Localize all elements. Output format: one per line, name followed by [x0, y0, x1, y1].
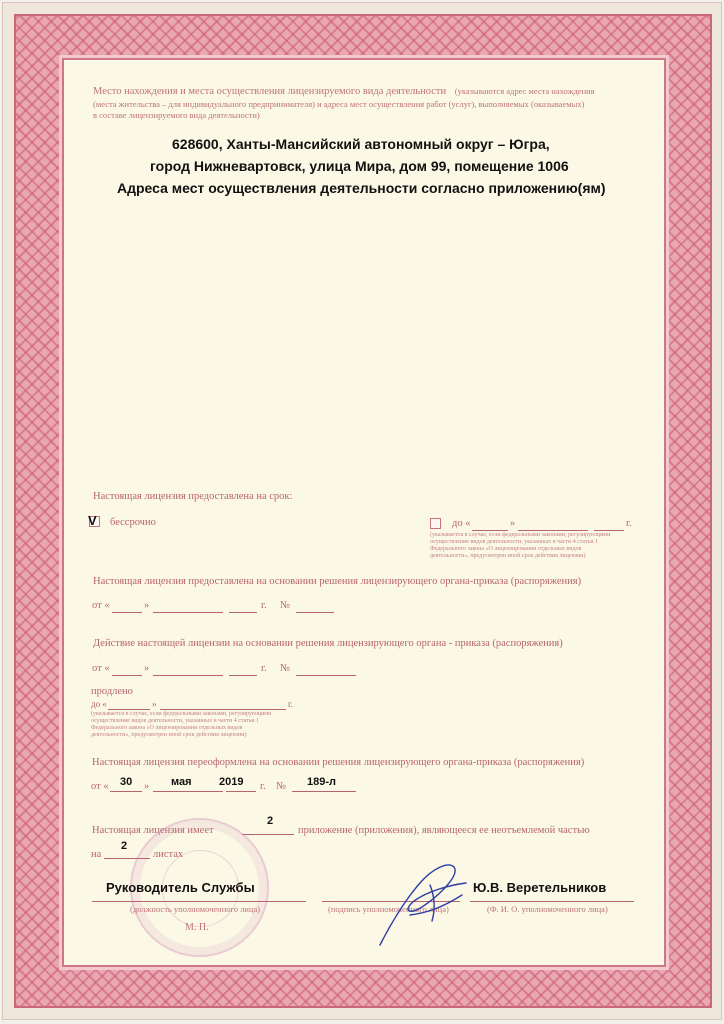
extension-month-line	[153, 675, 223, 676]
reissue-month: мая	[171, 776, 192, 788]
term-note-2: осуществление видов деятельности, указанных в части 4 статьи 1	[430, 539, 599, 545]
header-line2: (места жительства – для индивидуального предпринимателя) и адреса мест осуществления работ (услуг), выполняемых (оказываемых)	[93, 99, 585, 109]
extension-quote-close: »	[144, 663, 150, 674]
appendix-text-2: приложение (приложения), являющееся ее неотъемлемой частью	[298, 825, 590, 836]
basis-number-sign: №	[280, 600, 291, 611]
prolonged-note-4: деятельности», предусмотрен иной срок действия лицензии)	[91, 732, 247, 738]
term-year-line	[594, 530, 624, 531]
extension-number-sign: №	[280, 663, 291, 674]
reissue-number-line	[292, 791, 356, 792]
term-until-label: до «	[452, 518, 471, 529]
handwritten-signature	[370, 855, 480, 950]
term-note-4: деятельности», предусмотрен иной срок действия лицензии)	[430, 553, 586, 559]
indefinite-label: бессрочно	[110, 517, 156, 528]
extension-year-line	[229, 675, 257, 676]
basis-number-line	[296, 612, 334, 613]
term-year-suffix: г.	[626, 518, 632, 529]
reissue-quote-close: »	[144, 781, 150, 792]
basis-quote-close: »	[144, 600, 150, 611]
appendix-on: на	[91, 849, 102, 860]
prolonged-note-1: (указывается в случае, если федеральными законами, регулирующими	[91, 711, 272, 717]
prolonged-label: продлено	[91, 686, 133, 697]
reissue-from: от «	[91, 781, 109, 792]
extension-label: Действие настоящей лицензии на основании решения лицензирующего органа - приказа (распоряжения)	[93, 638, 563, 649]
prolonged-until: до «	[91, 699, 107, 709]
indefinite-check-mark: V	[88, 513, 97, 528]
signature-caption: (подпись уполномоченного лица)	[328, 904, 449, 914]
name-caption: (Ф. И. О. уполномоченного лица)	[487, 904, 608, 914]
signatory-name: Ю.В. Веретельников	[473, 880, 607, 895]
reissue-day: 30	[120, 776, 133, 788]
signatory-position: Руководитель Службы	[106, 880, 255, 895]
appendix-sheets: 2	[121, 840, 128, 852]
header-line1-main: Место нахождения и места осуществления лицензируемого вида деятельности	[93, 86, 447, 97]
basis-day-line	[112, 612, 142, 613]
name-line	[470, 901, 634, 902]
reissue-label: Настоящая лицензия переоформлена на основании решения лицензирующего органа-приказа (распоряжения)	[92, 757, 585, 768]
header-line1-note: (указываются адрес места нахождения	[454, 86, 595, 96]
appendix-sheets-label: листах	[153, 849, 184, 860]
reissue-year-suffix: г.	[260, 781, 266, 792]
position-line	[92, 901, 306, 902]
header-line3: в составе лицензируемого вида деятельности)	[93, 110, 260, 120]
header-line1	[93, 86, 595, 97]
extension-day-line	[112, 675, 142, 676]
basis-from: от «	[92, 600, 110, 611]
term-month-line	[518, 530, 588, 531]
prolonged-year-suffix: г.	[288, 699, 293, 709]
term-note-1: (указывается в случае, если федеральными законами, регулирующими	[430, 532, 611, 538]
address-line1: 628600, Ханты-Мансийский автономный округ – Югра,	[172, 136, 550, 152]
until-checkbox[interactable]	[430, 518, 441, 529]
reissue-day-line	[110, 791, 142, 792]
reissue-month-line	[153, 791, 223, 792]
reissue-year-line	[226, 791, 256, 792]
prolonged-month-line	[160, 709, 286, 710]
basis-label: Настоящая лицензия предоставлена на основании решения лицензирующего органа-приказа (распоряжения)	[93, 576, 582, 587]
prolonged-note-2: осуществление видов деятельности, указанных в части 4 статьи 1	[91, 718, 260, 724]
appendix-text-1: Настоящая лицензия имеет	[92, 825, 214, 836]
term-quote-close: »	[510, 518, 516, 529]
appendix-count-line	[242, 834, 294, 835]
reissue-number-sign: №	[276, 781, 287, 792]
basis-year-suffix: г.	[261, 600, 267, 611]
reissue-year: 2019	[219, 776, 244, 788]
extension-year-suffix: г.	[261, 663, 267, 674]
position-caption: (должность уполномоченного лица)	[130, 904, 261, 914]
extension-number-line	[296, 675, 356, 676]
term-note-3: Федерального закона «О лицензировании отдельных видов	[430, 546, 582, 552]
prolonged-day-line	[108, 709, 150, 710]
address-line3: Адреса мест осуществления деятельности согласно приложению(ям)	[117, 180, 606, 196]
basis-month-line	[153, 612, 223, 613]
stamp-place-label: М. П.	[185, 922, 209, 933]
reissue-number: 189-л	[307, 776, 337, 788]
basis-year-line	[229, 612, 257, 613]
term-day-line	[472, 530, 508, 531]
address-line2: город Нижневартовск, улица Мира, дом 99, помещение 1006	[150, 158, 569, 174]
prolonged-quote-close: »	[152, 699, 157, 709]
term-label: Настоящая лицензия предоставлена на срок:	[93, 491, 293, 502]
prolonged-note-3: Федерального закона «О лицензировании отдельных видов	[91, 725, 243, 731]
appendix-count: 2	[267, 815, 274, 827]
extension-from: от «	[92, 663, 110, 674]
